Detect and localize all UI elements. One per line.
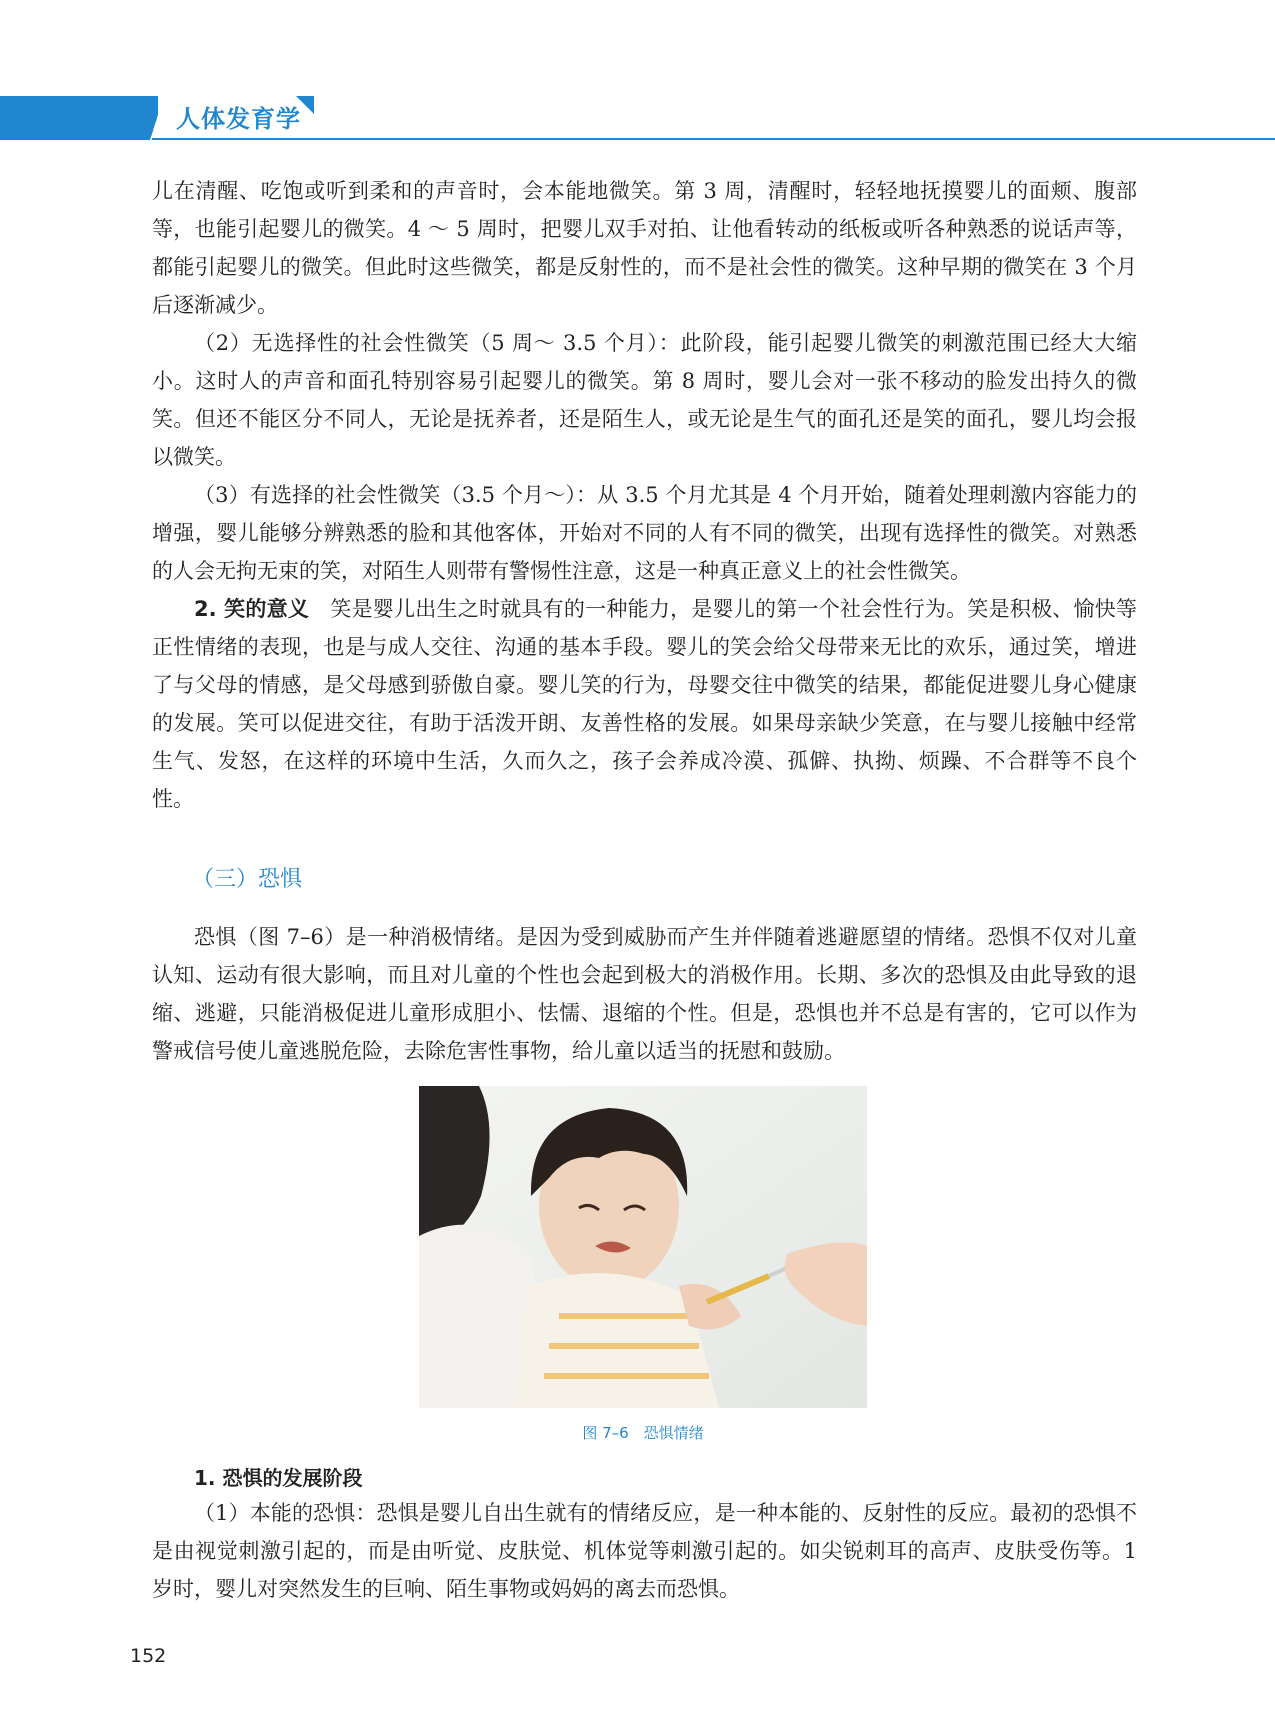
smile-meaning-lead: 2. 笑的意义 xyxy=(194,597,310,621)
body-text-top xyxy=(152,172,1137,818)
body-text-bottom xyxy=(152,1494,1137,1608)
figure-fear-photo xyxy=(419,1086,867,1408)
header-rule xyxy=(152,138,1275,140)
book-title: 人体发育学 xyxy=(176,105,301,133)
header-accent-bar xyxy=(0,96,158,140)
fear-photo-illustration xyxy=(419,1086,867,1408)
paragraph-instinctive-fear: （1）本能的恐惧：恐惧是婴儿自出生就有的情绪反应，是一种本能的、反射性的反应。最初的恐惧不是由视觉刺激引起的，而是由听觉、皮肤觉、机体觉等刺激引起的。如尖锐刺耳的高声、皮肤受伤等。1 岁时，婴儿对突然发生的巨响、陌生事物或妈妈的离去而恐惧。 xyxy=(152,1501,1137,1601)
paragraph-nonselective-smile: （2）无选择性的社会性微笑（5 周～ 3.5 个月）：此阶段，能引起婴儿微笑的刺激范围已经大大缩小。这时人的声音和面孔特别容易引起婴儿的微笑。第 8 周时，婴儿会对一张不移动的脸发出持久的微笑。但还不能区分不同人，无论是抚养者，还是陌生人，或无论是生气的面孔还是笑的面孔，婴儿均会报以微笑。 xyxy=(152,331,1137,469)
figure-caption: 图 7–6 恐惧情绪 xyxy=(582,1424,704,1442)
paragraph-fear-intro: 恐惧（图 7–6）是一种消极情绪。是因为受到威胁而产生并伴随着逃避愿望的情绪。恐惧不仅对儿童认知、运动有很大影响，而且对儿童的个性也会起到极大的消极作用。长期、多次的恐惧及由此导致的退缩、逃避，只能消极促进儿童形成胆小、怯懦、退缩的个性。但是，恐惧也并不总是有害的，它可以作为警戒信号使儿童逃脱危险，去除危害性事物，给儿童以适当的抚慰和鼓励。 xyxy=(152,925,1137,1063)
fear-stages-heading: 1. 恐惧的发展阶段 xyxy=(194,1466,363,1490)
paragraph-reflex-smile: 儿在清醒、吃饱或听到柔和的声音时，会本能地微笑。第 3 周，清醒时，轻轻地抚摸婴儿的面颊、腹部等，也能引起婴儿的微笑。4 ～ 5 周时，把婴儿双手对拍、让他看转动的纸板或听各种熟悉的说话声等，都能引起婴儿的微笑。但此时这些微笑，都是反射性的，而不是社会性的微笑。这种早期的微笑在 3 个月后逐渐减少。 xyxy=(152,179,1137,317)
smile-meaning-text: 笑是婴儿出生之时就具有的一种能力，是婴儿的第一个社会性行为。笑是积极、愉快等正性情绪的表现，也是与成人交往、沟通的基本手段。婴儿的笑会给父母带来无比的欢乐，通过笑，增进了与父母的情感，是父母感到骄傲自豪。婴儿笑的行为，母婴交往中微笑的结果，都能促进婴儿身心健康的发展。笑可以促进交往，有助于活泼开朗、友善性格的发展。如果母亲缺少笑意，在与婴儿接触中经常生气、发怒，在这样的环境中生活，久而久之，孩子会养成冷漠、孤僻、执拗、烦躁、不合群等不良个性。 xyxy=(152,597,1138,811)
body-text-fear xyxy=(152,918,1137,1070)
paragraph-smile-meaning xyxy=(152,590,1137,818)
paragraph-selective-smile: （3）有选择的社会性微笑（3.5 个月～）：从 3.5 个月尤其是 4 个月开始，随着处理刺激内容能力的增强，婴儿能够分辨熟悉的脸和其他客体，开始对不同的人有不同的微笑，出现有选择性的微笑。对熟悉的人会无拘无束的笑，对陌生人则带有警惕性注意，这是一种真正意义上的社会性微笑。 xyxy=(152,483,1137,583)
section-heading-fear: （三）恐惧 xyxy=(192,867,303,892)
page-number: 152 xyxy=(130,1645,167,1667)
